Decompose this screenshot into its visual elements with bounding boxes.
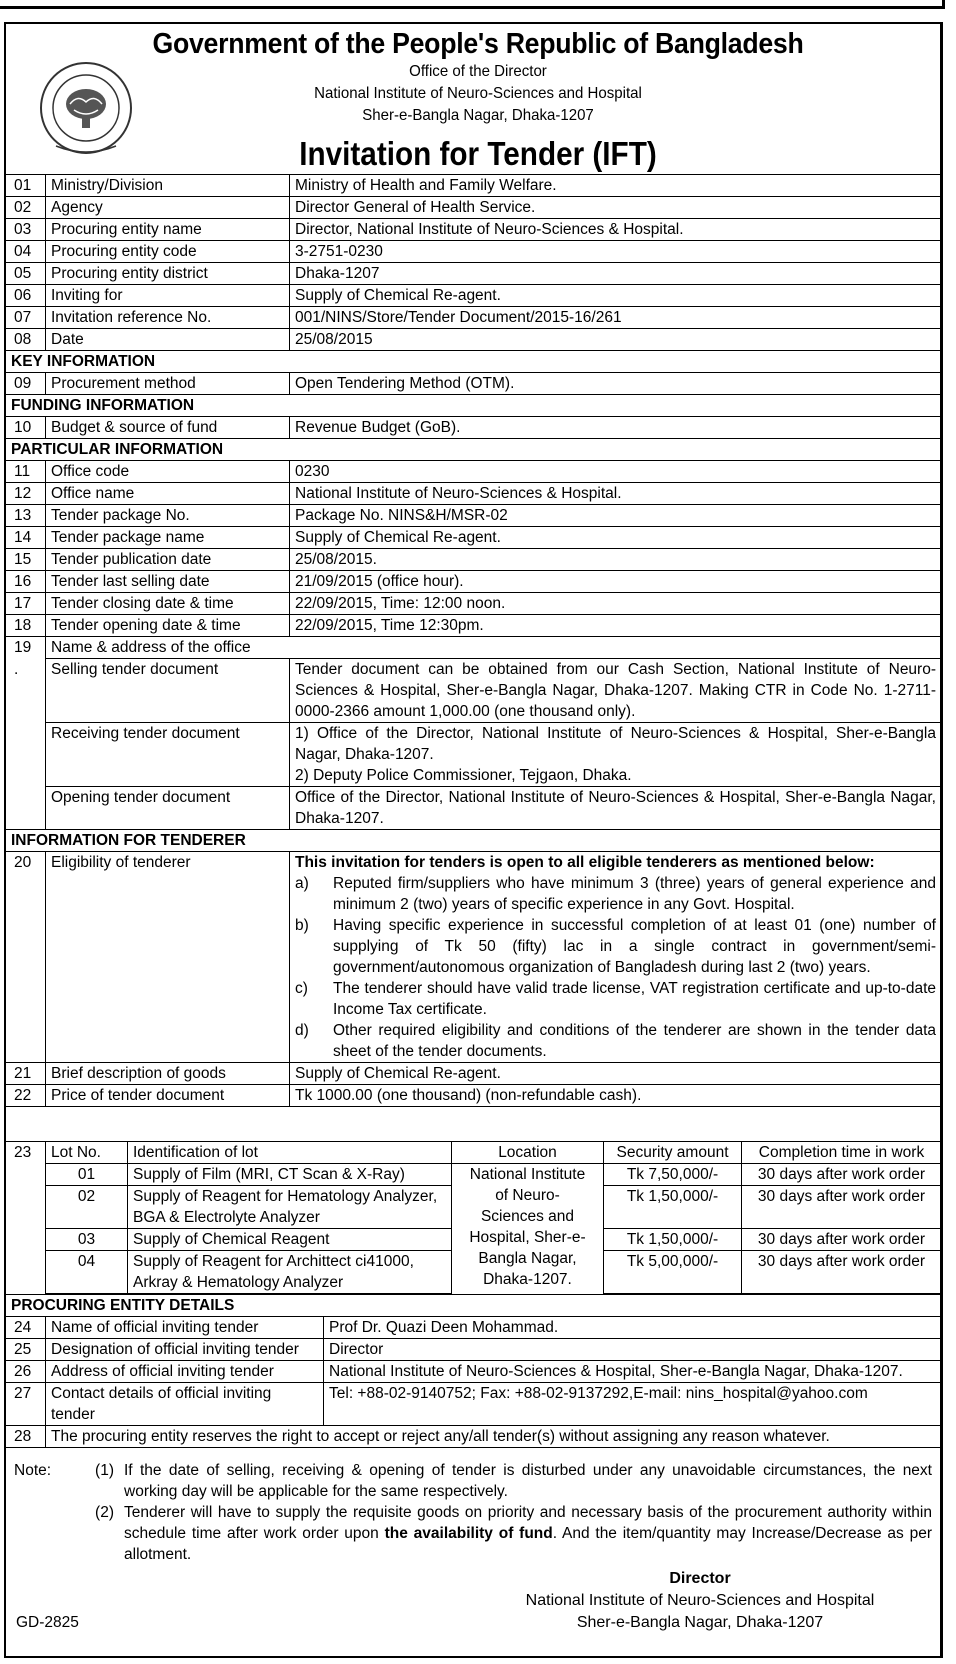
table-row: Opening tender document Office of the Director, National Institute of Neuro-Sciences & Hospital, Sher-e-Bangla Nagar, Dhaka-1207.: [6, 787, 942, 830]
signature-block: [480, 1568, 920, 1634]
receiving-address-2: 2) Deputy Police Commissioner, Tejgaon, Dhaka.: [295, 767, 632, 784]
section-heading-procuring: PROCURING ENTITY DETAILS: [6, 1295, 942, 1317]
table-row: 01 Supply of Film (MRI, CT Scan & X-Ray) National Institute of Neuro-Sciences and Hospital, Sher-e-Bangla Nagar, Dhaka-1207. Tk 7,50,000/- 30 days after work order: [6, 1164, 942, 1186]
table-row: 20 Eligibility of tenderer This invitation for tenders is open to all eligible tenderers as mentioned below: a) Reputed firm/suppliers who have minimum 3 (three) years of general experience and minimum 2 (two) years of specific experience in any Govt. Hospital. b) Having specific experience in successful completion of at least 01 (one) number of supplying of Tk 50 (fifty) lac in a single contract in government/semi-government/autonomous organization of Bangladesh during last 2 (two) years. c) The tenderer should have valid trade license, VAT registration certificate and up-to-date Income Tax certificate. d) Other required eligibility and conditions of the tenderer are shown in the tender data sheet of the tender documents.: [6, 852, 942, 1063]
section-heading-funding: FUNDING INFORMATION: [6, 395, 942, 417]
ift-table: [5, 174, 942, 1107]
table-row: 04 Supply of Reagent for Archittect ci41000, Arkray & Hematology Analyzer Tk 5,00,000/- 30 days after work order: [6, 1251, 942, 1294]
signatory-title: Director: [669, 1570, 731, 1587]
table-row: 02 Agency Director General of Health Service.: [6, 197, 942, 219]
table-row: 25 Designation of official inviting tender Director: [6, 1339, 942, 1361]
list-item: c) The tenderer should have valid trade license, VAT registration certificate and up-to-date Income Tax certificate.: [295, 980, 936, 1018]
signatory-line-2: Sher-e-Bangla Nagar, Dhaka-1207: [576, 1614, 824, 1631]
lot-table: [5, 1141, 942, 1295]
table-row: 05 Procuring entity district Dhaka-1207: [6, 263, 942, 285]
header: [0, 22, 956, 174]
table-row: 17 Tender closing date & time 22/09/2015, Time: 12:00 noon.: [6, 593, 942, 615]
table-row: 03 Supply of Chemical Reagent Tk 1,50,000/- 30 days after work order: [6, 1229, 942, 1251]
lot-header-row: 23 Lot No. Identification of lot Location Security amount Completion time in work: [6, 1142, 942, 1164]
table-row: 15 Tender publication date 25/08/2015.: [6, 549, 942, 571]
receiving-address-1: 1) Office of the Director, National Institute of Neuro-Sciences & Hospital, Sher-e-Bangla Nagar, Dhaka-1207.: [295, 725, 936, 763]
table-row: 26 Address of official inviting tender National Institute of Neuro-Sciences & Hospital, Sher-e-Bangla Nagar, Dhaka-1207.: [6, 1361, 942, 1383]
list-item: d) Other required eligibility and conditions of the tenderer are shown in the tender data sheet of the tender documents.: [295, 1022, 936, 1060]
table-row: 10 Budget & source of fund Revenue Budget (GoB).: [6, 417, 942, 439]
table-row: 16 Tender last selling date 21/09/2015 (office hour).: [6, 571, 942, 593]
table-row: 19 Name & address of the office: [6, 637, 942, 659]
section-heading-particular: PARTICULAR INFORMATION: [6, 439, 942, 461]
eligibility-intro: This invitation for tenders is open to all eligible tenderers as mentioned below:: [295, 854, 875, 871]
table-row: 11 Office code 0230: [6, 461, 942, 483]
lot-location: National Institute of Neuro-Sciences and Hospital, Sher-e-Bangla Nagar, Dhaka-1207.: [452, 1164, 604, 1295]
section-heading-key: KEY INFORMATION: [6, 351, 942, 373]
table-row: 27 Contact details of official inviting tender Tel: +88-02-9140752; Fax: +88-02-9137292,E-mail: nins_hospital@yahoo.com: [6, 1383, 942, 1426]
table-row: 04 Procuring entity code 3-2751-0230: [6, 241, 942, 263]
government-title: Government of the People's Republic of Bangladesh: [152, 28, 804, 60]
note-2: (2) Tenderer will have to supply the requisite goods on priority and necessary basis of the procurement authority within schedule time after work order upon the availability of fund. And the item/quantity may Increase/Decrease as per allotment.: [95, 1504, 932, 1563]
table-row: 06 Inviting for Supply of Chemical Re-agent.: [6, 285, 942, 307]
office-line-2: National Institute of Neuro-Sciences and Hospital: [314, 85, 642, 102]
table-row: 24 Name of official inviting tender Prof Dr. Quazi Deen Mohammad.: [6, 1317, 942, 1339]
section-heading-tenderer: INFORMATION FOR TENDERER: [6, 830, 942, 852]
note-label: Note:: [14, 1462, 52, 1479]
table-row: 08 Date 25/08/2015: [6, 329, 942, 351]
table-row: 22 Price of tender document Tk 1000.00 (one thousand) (non-refundable cash).: [6, 1085, 942, 1107]
table-row: 07 Invitation reference No. 001/NINS/Store/Tender Document/2015-16/261: [6, 307, 942, 329]
office-line-1: Office of the Director: [409, 63, 547, 80]
table-row: 12 Office name National Institute of Neuro-Sciences & Hospital.: [6, 483, 942, 505]
procuring-table: [5, 1294, 942, 1448]
document-title: Invitation for Tender (IFT): [299, 135, 657, 172]
table-row: Receiving tender document 1) Office of the Director, National Institute of Neuro-Sciences & Hospital, Sher-e-Bangla Nagar, Dhaka-1207. 2) Deputy Police Commissioner, Tejgaon, Dhaka.: [6, 723, 942, 787]
footer-code: GD-2825: [16, 1614, 79, 1631]
table-row: 03 Procuring entity name Director, National Institute of Neuro-Sciences & Hospital.: [6, 219, 942, 241]
table-row: 13 Tender package No. Package No. NINS&H/MSR-02: [6, 505, 942, 527]
table-row: 28 The procuring entity reserves the right to accept or reject any/all tender(s) without assigning any reason whatever.: [6, 1426, 942, 1448]
table-row: . Selling tender document Tender document can be obtained from our Cash Section, National Institute of Neuro-Sciences & Hospital, Sher-e-Bangla Nagar, Dhaka-1207. Making CTR in Code No. 1-2711-0000-2366 amount 1,000.00 (one thousand only).: [6, 659, 942, 723]
list-item: a) Reputed firm/suppliers who have minimum 3 (three) years of general experience and minimum 2 (two) years of specific experience in any Govt. Hospital.: [295, 875, 936, 913]
note-1: Note: (1) If the date of selling, receiving & opening of tender is disturbed under any unavoidable circumstances, the next working day will be applicable for the same respectively.: [14, 1462, 932, 1500]
notes: [14, 1460, 932, 1565]
table-row: 21 Brief description of goods Supply of Chemical Re-agent.: [6, 1063, 942, 1085]
office-line-3: Sher-e-Bangla Nagar, Dhaka-1207: [362, 107, 594, 124]
signatory-line-1: National Institute of Neuro-Sciences and Hospital: [525, 1592, 875, 1609]
table-row: 14 Tender package name Supply of Chemical Re-agent.: [6, 527, 942, 549]
top-border: [0, 0, 945, 9]
table-row: 01 Ministry/Division Ministry of Health and Family Welfare.: [6, 175, 942, 197]
list-item: b) Having specific experience in successful completion of at least 01 (one) number of supplying of Tk 50 (fifty) lac in a single contract in government/semi-government/autonomous organization of Bangladesh during last 2 (two) years.: [295, 917, 936, 976]
table-row: 02 Supply of Reagent for Hematology Analyzer, BGA & Electrolyte Analyzer Tk 1,50,000/- 30 days after work order: [6, 1186, 942, 1229]
table-row: 18 Tender opening date & time 22/09/2015, Time 12:30pm.: [6, 615, 942, 637]
table-row: 09 Procurement method Open Tendering Method (OTM).: [6, 373, 942, 395]
